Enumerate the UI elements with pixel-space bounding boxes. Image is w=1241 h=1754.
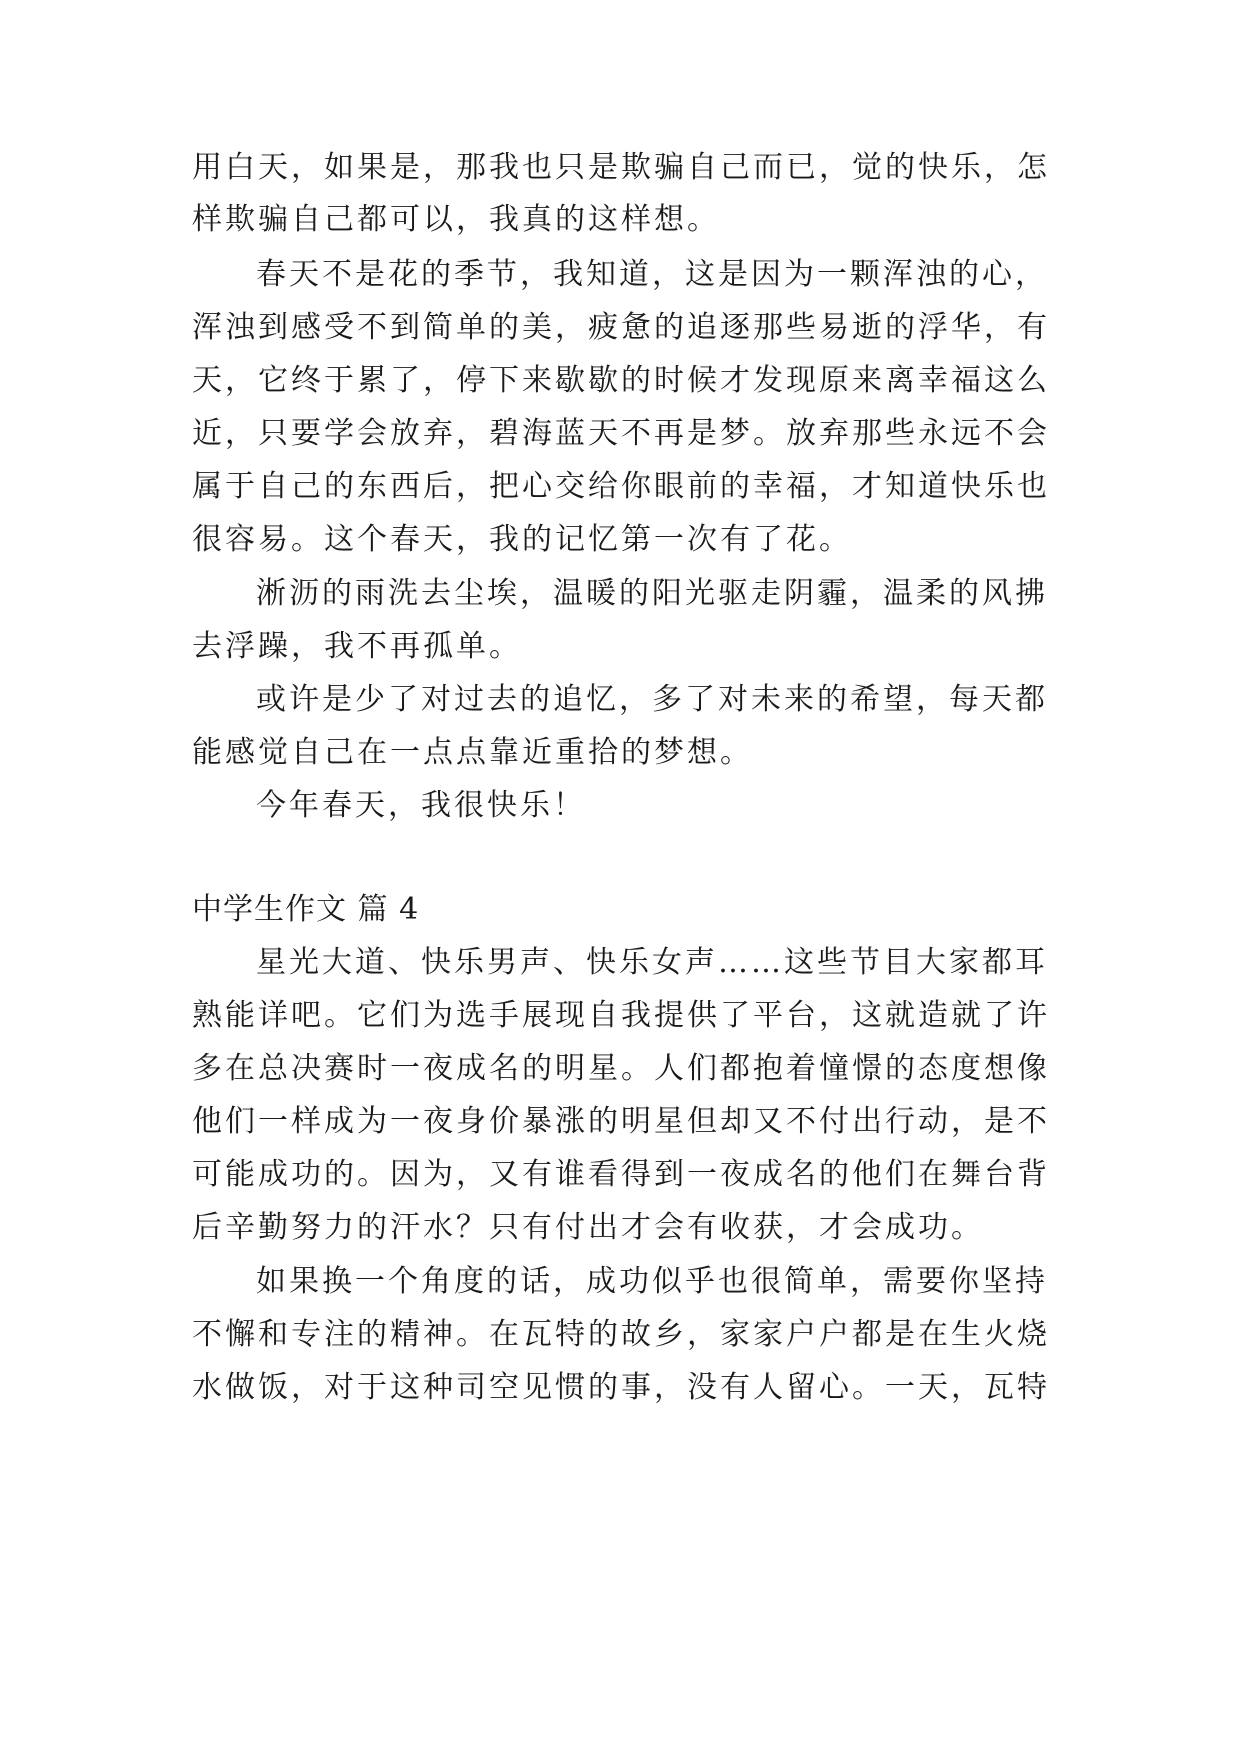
paragraph-line: 能感觉自己在一点点靠近重拾的梦想。 bbox=[192, 735, 753, 770]
paragraph-line: 近，只要学会放弃，碧海蓝天不再是梦。放弃那些永远不会 bbox=[192, 416, 1050, 451]
paragraph-line: 样欺骗自己都可以，我真的这样想。 bbox=[192, 202, 720, 237]
paragraph-line: 水做饭，对于这种司空见惯的事，没有人留心。一天，瓦特 bbox=[192, 1370, 1050, 1405]
paragraph-line: 天，它终于累了，停下来歇歇的时候才发现原来离幸福这么 bbox=[192, 363, 1050, 398]
paragraph-line: 或许是少了对过去的追忆，多了对未来的希望，每天都 bbox=[256, 682, 1048, 717]
paragraph-line: 属于自己的东西后，把心交给你眼前的幸福，才知道快乐也 bbox=[192, 469, 1050, 504]
paragraph-line: 不懈和专注的精神。在瓦特的故乡，家家户户都是在生火烧 bbox=[192, 1317, 1050, 1352]
paragraph-line: 他们一样成为一夜身价暴涨的明星但却又不付出行动，是不 bbox=[192, 1104, 1050, 1139]
paragraph-line: 如果换一个角度的话，成功似乎也很简单，需要你坚持 bbox=[256, 1264, 1048, 1299]
paragraph-line: 淅沥的雨洗去尘埃，温暖的阳光驱走阴霾，温柔的风拂 bbox=[256, 576, 1048, 611]
paragraph-line: 后辛勤努力的汗水？只有付出才会有收获，才会成功。 bbox=[192, 1210, 984, 1245]
paragraph-line: 浑浊到感受不到简单的美，疲惫的追逐那些易逝的浮华，有 bbox=[192, 310, 1050, 345]
paragraph-line: 用白天，如果是，那我也只是欺骗自己而已，觉的快乐，怎 bbox=[192, 150, 1050, 185]
paragraph-line: 很容易。这个春天，我的记忆第一次有了花。 bbox=[192, 522, 852, 557]
paragraph-line: 熟能详吧。它们为选手展现自我提供了平台，这就造就了许 bbox=[192, 998, 1050, 1033]
paragraph-line: 星光大道、快乐男声、快乐女声……这些节目大家都耳 bbox=[256, 945, 1048, 980]
paragraph-line: 多在总决赛时一夜成名的明星。人们都抱着憧憬的态度想像 bbox=[192, 1051, 1050, 1086]
paragraph-line: 春天不是花的季节，我知道，这是因为一颗浑浊的心， bbox=[256, 257, 1048, 292]
paragraph-line: 今年春天，我很快乐！ bbox=[256, 788, 586, 823]
paragraph-line: 去浮躁，我不再孤单。 bbox=[192, 629, 522, 664]
paragraph-line: 可能成功的。因为，又有谁看得到一夜成名的他们在舞台背 bbox=[192, 1157, 1050, 1192]
section-heading: 中学生作文 篇 4 bbox=[192, 892, 420, 927]
